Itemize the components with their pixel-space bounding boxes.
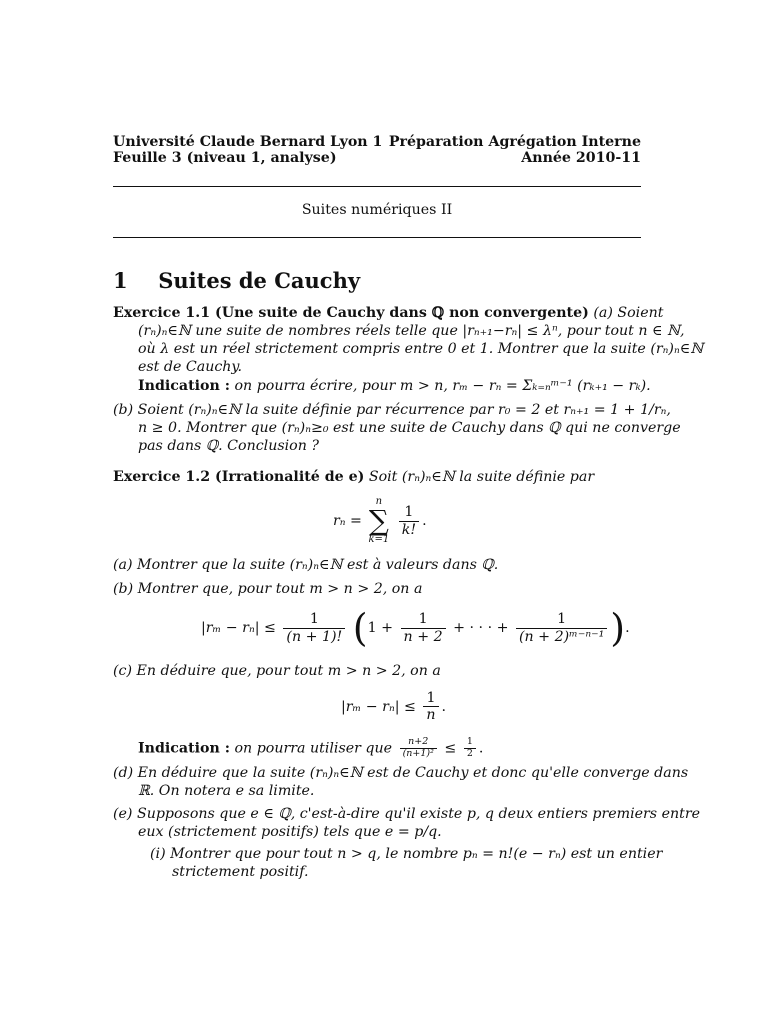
term-one: 1 +: [367, 620, 394, 636]
hint-text: on pourra utiliser que: [234, 740, 393, 757]
hint-text: on pourra écrire, pour m > n, rₘ − rₙ = Σₖ₌ₙᵐ⁻¹ (rₖ₊₁ − rₖ).: [234, 378, 651, 394]
exercise-1-2-hint: [138, 737, 483, 760]
fraction: [516, 611, 607, 645]
header-university: Université Claude Bernard Lyon 1: [113, 134, 383, 150]
equation-period: .: [478, 740, 484, 757]
exercise-1-1-b-line2: n ≥ 0. Montrer que (rₙ)ₙ≥₀ est une suite de Cauchy dans ℚ qui ne converge: [138, 420, 681, 436]
exercise-1-2-intro: Soit (rₙ)ₙ∈ℕ la suite définie par: [368, 469, 595, 485]
exercise-1-1-a-start: (a) Soient: [593, 305, 664, 321]
section-number: 1: [113, 268, 128, 293]
fraction-denominator: (n + 2)ᵐ⁻ⁿ⁻¹: [516, 628, 607, 645]
exercise-1-2-d-line2: ℝ. On notera e sa limite.: [138, 783, 315, 799]
section-title: Suites de Cauchy: [158, 268, 361, 293]
sum-symbol: n ∑ k=1: [368, 496, 390, 545]
equation-period: .: [422, 513, 427, 529]
header-sheet: Feuille 3 (niveau 1, analyse): [113, 150, 337, 166]
fraction-numerator: n+2: [408, 736, 429, 747]
header-program: Préparation Agrégation Interne: [388, 134, 641, 150]
fraction-numerator: 1: [557, 611, 567, 628]
exercise-1-1-hint: [138, 378, 651, 394]
exercise-1-2-b: (b) Montrer que, pour tout m > n > 2, on a: [113, 581, 423, 597]
fraction: [400, 737, 437, 760]
equation-rn-definition: [333, 497, 427, 545]
exercise-1-2-e-i-line1: (i) Montrer que pour tout n > q, le nombre pₙ = n!(e − rₙ) est un entier: [150, 846, 663, 862]
exercise-1-1-a-line4: est de Cauchy.: [138, 359, 243, 375]
fraction: [399, 504, 419, 538]
equation-period: .: [625, 620, 630, 636]
fraction-denominator: k!: [399, 521, 419, 538]
fraction-numerator: 1: [426, 690, 436, 706]
header-rule-top: [113, 186, 641, 187]
fraction-numerator: 1: [404, 504, 414, 521]
relation: ≤: [444, 740, 457, 757]
fraction-denominator: (n+1)²: [400, 748, 437, 760]
exercise-1-2-label: Exercice 1.2 (Irrationalité de e): [113, 469, 365, 485]
fraction: [464, 737, 476, 760]
header-rule-bottom: [113, 237, 641, 238]
equation-lhs: rₙ =: [333, 513, 362, 529]
equation-bound-sum: [201, 606, 630, 650]
equation-period: .: [441, 698, 447, 715]
hint-label: Indication :: [138, 740, 230, 757]
exercise-1-2-d-line1: (d) En déduire que la suite (rₙ)ₙ∈ℕ est de Cauchy et donc qu'elle converge dans: [113, 765, 689, 781]
fraction-denominator: n + 2: [401, 628, 446, 645]
ellipsis: + · · · +: [453, 620, 509, 636]
open-paren: (: [352, 606, 368, 650]
fraction-denominator: (n + 1)!: [283, 628, 345, 645]
hint-label: Indication :: [138, 378, 230, 394]
sum-upper-limit: n: [375, 496, 383, 507]
fraction: [401, 611, 446, 645]
fraction-denominator: 2: [464, 748, 476, 760]
exercise-1-1-line1: [113, 305, 663, 321]
exercise-1-1-label: Exercice 1.1 (Une suite de Cauchy dans ℚ non convergente): [113, 305, 589, 321]
section-heading: [113, 268, 360, 293]
fraction-denominator: n: [423, 706, 438, 723]
exercise-1-2-e-i-line2: strictement positif.: [172, 864, 309, 880]
close-paren: ): [610, 606, 626, 650]
exercise-1-1-b-line1: (b) Soient (rₙ)ₙ∈ℕ la suite définie par récurrence par r₀ = 2 et rₙ₊₁ = 1 + 1/rₙ,: [113, 402, 671, 418]
exercise-1-2-a: (a) Montrer que la suite (rₙ)ₙ∈ℕ est à valeurs dans ℚ.: [113, 557, 499, 573]
fraction-numerator: 1: [418, 611, 428, 628]
exercise-1-2-c: (c) En déduire que, pour tout m > n > 2, on a: [113, 663, 441, 679]
exercise-1-2-e-line1: (e) Supposons que e ∈ ℚ, c'est-à-dire qu'il existe p, q deux entiers premiers entre: [113, 806, 701, 822]
document-title: Suites numériques II: [301, 202, 453, 218]
equation-bound-1-over-n: [341, 690, 446, 724]
fraction: [423, 690, 438, 724]
equation-lhs: |rₘ − rₙ| ≤: [201, 620, 276, 636]
header-year: Année 2010-11: [521, 150, 641, 166]
exercise-1-2-line1: [113, 469, 594, 485]
equation-lhs: |rₘ − rₙ| ≤: [341, 698, 416, 715]
exercise-1-1-a-line2: (rₙ)ₙ∈ℕ une suite de nombres réels telle que |rₙ₊₁−rₙ| ≤ λⁿ, pour tout n ∈ ℕ,: [138, 323, 685, 339]
exercise-1-1-b-line3: pas dans ℚ. Conclusion ?: [138, 438, 319, 454]
sum-lower-limit: k=1: [368, 534, 390, 545]
exercise-1-1-a-line3: où λ est un réel strictement compris entre 0 et 1. Montrer que la suite (rₙ)ₙ∈ℕ: [138, 341, 704, 357]
fraction: [283, 611, 345, 645]
exercise-1-2-e-line2: eux (strictement positifs) tels que e = p/q.: [138, 824, 442, 840]
fraction-numerator: 1: [466, 736, 473, 747]
fraction-numerator: 1: [309, 611, 319, 628]
